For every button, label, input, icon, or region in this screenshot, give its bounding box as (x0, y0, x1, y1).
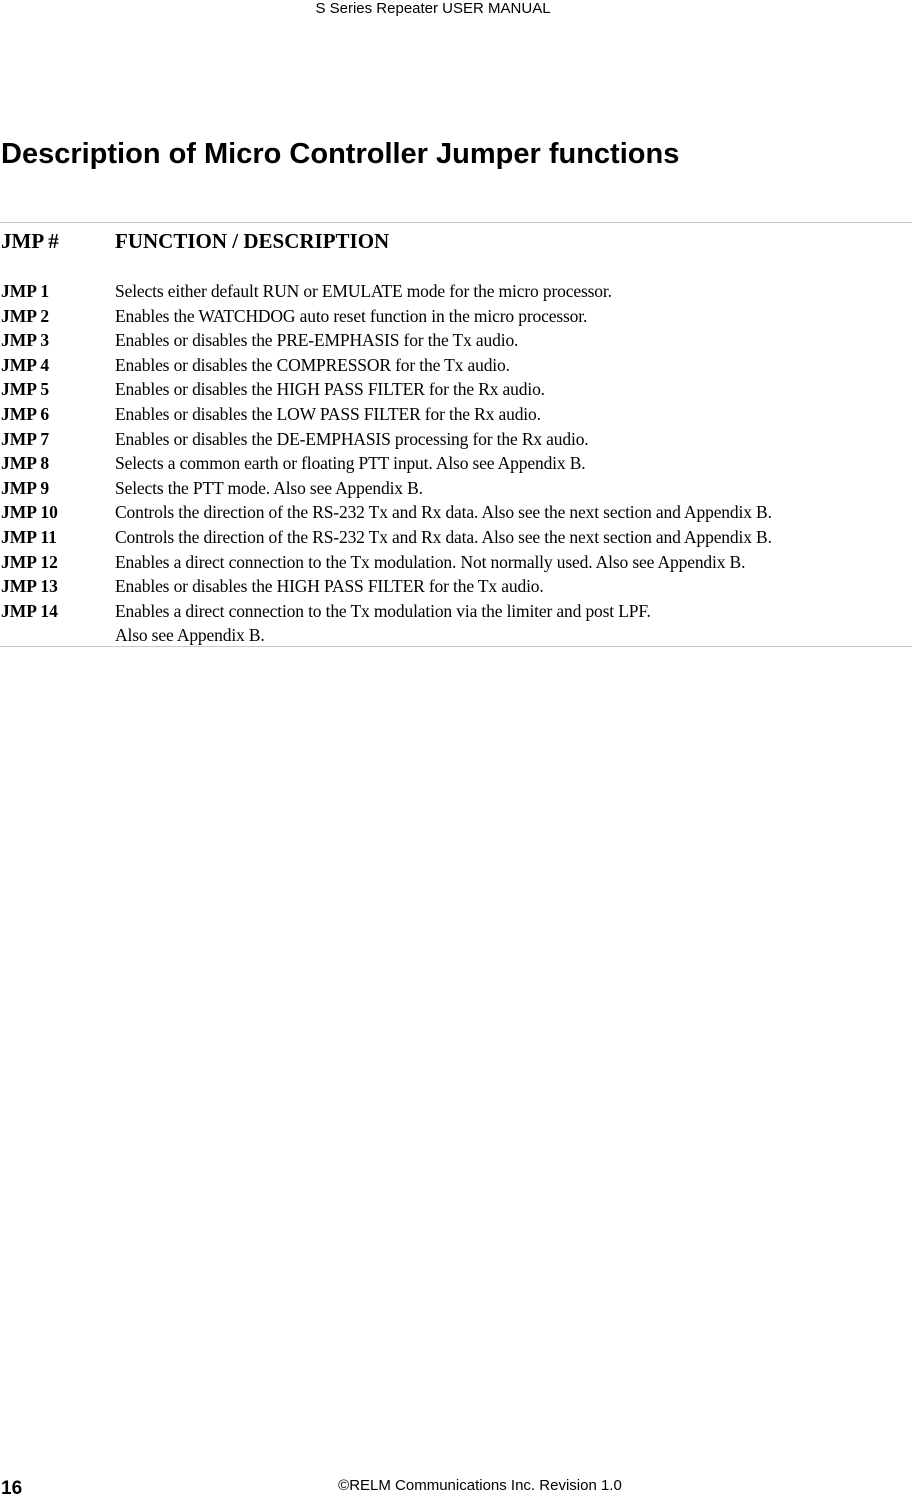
column-header-jmp: JMP # (1, 229, 59, 253)
jumper-id: JMP 3 (1, 330, 50, 351)
jumper-id: JMP 10 (1, 502, 58, 523)
table-row (0, 328, 912, 353)
jumper-description: Enables or disables the HIGH PASS FILTER for the Tx audio. (115, 576, 544, 597)
jumper-id: JMP 11 (1, 526, 57, 547)
jumper-description: Enables the WATCHDOG auto reset function in the micro processor. (115, 305, 588, 326)
jumper-id: JMP 14 (1, 600, 58, 621)
table-top-rule (0, 222, 912, 223)
table-row (0, 377, 912, 402)
jumper-description: Enables or disables the HIGH PASS FILTER for the Rx audio. (115, 379, 545, 400)
jumper-id: JMP 1 (1, 281, 50, 301)
table-row (0, 574, 912, 599)
jumper-id: JMP 2 (1, 305, 50, 326)
table-row (0, 353, 912, 378)
jumper-description: Enables or disables the DE-EMPHASIS processing for the Rx audio. (115, 428, 589, 449)
table-bottom-rule (0, 646, 912, 647)
jumper-description: Enables or disables the LOW PASS FILTER for the Rx audio. (115, 403, 541, 424)
table-row (0, 427, 912, 452)
jumper-id: JMP 6 (1, 403, 50, 424)
jumper-id: JMP 8 (1, 453, 50, 474)
jumper-id: JMP 13 (1, 576, 58, 597)
jumper-description-continued: Also see Appendix B. (115, 625, 265, 646)
jumper-description: Enables a direct connection to the Tx modulation via the limiter and post LPF. (115, 600, 651, 621)
page-number: 16 (1, 1478, 23, 1499)
jumper-description: Controls the direction of the RS-232 Tx and Rx data. Also see the next section and Appendix B. (115, 526, 772, 547)
table-row (0, 599, 912, 648)
jumper-description: Selects a common earth or floating PTT input. Also see Appendix B. (115, 453, 586, 474)
jumper-table (0, 279, 912, 648)
jumper-description: Enables or disables the PRE-EMPHASIS for the Tx audio. (115, 330, 519, 351)
table-header (0, 226, 912, 256)
page-title: Description of Micro Controller Jumper functions (1, 138, 680, 170)
jumper-description: Selects either default RUN or EMULATE mode for the micro processor. (115, 281, 612, 301)
table-row (0, 525, 912, 550)
jumper-id: JMP 4 (1, 354, 50, 375)
table-row (0, 304, 912, 329)
table-row (0, 402, 912, 427)
jumper-id: JMP 9 (1, 477, 50, 498)
table-row (0, 476, 912, 501)
table-row (0, 279, 912, 304)
column-header-function: FUNCTION / DESCRIPTION (115, 229, 390, 253)
jumper-description: Controls the direction of the RS-232 Tx and Rx data. Also see the next section and Appendix B. (115, 502, 772, 523)
jumper-description: Enables or disables the COMPRESSOR for the Tx audio. (115, 354, 510, 375)
table-row (0, 451, 912, 476)
jumper-id: JMP 5 (1, 379, 50, 400)
footer-copyright: ©RELM Communications Inc. Revision 1.0 (338, 1477, 622, 1494)
running-header: S Series Repeater USER MANUAL (315, 0, 551, 17)
jumper-id: JMP 12 (1, 551, 58, 572)
jumper-description: Enables a direct connection to the Tx modulation. Not normally used. Also see Appendix B. (115, 551, 746, 572)
table-row (0, 500, 912, 525)
jumper-id: JMP 7 (1, 428, 50, 449)
table-row (0, 550, 912, 575)
jumper-description: Selects the PTT mode. Also see Appendix B. (115, 477, 423, 498)
